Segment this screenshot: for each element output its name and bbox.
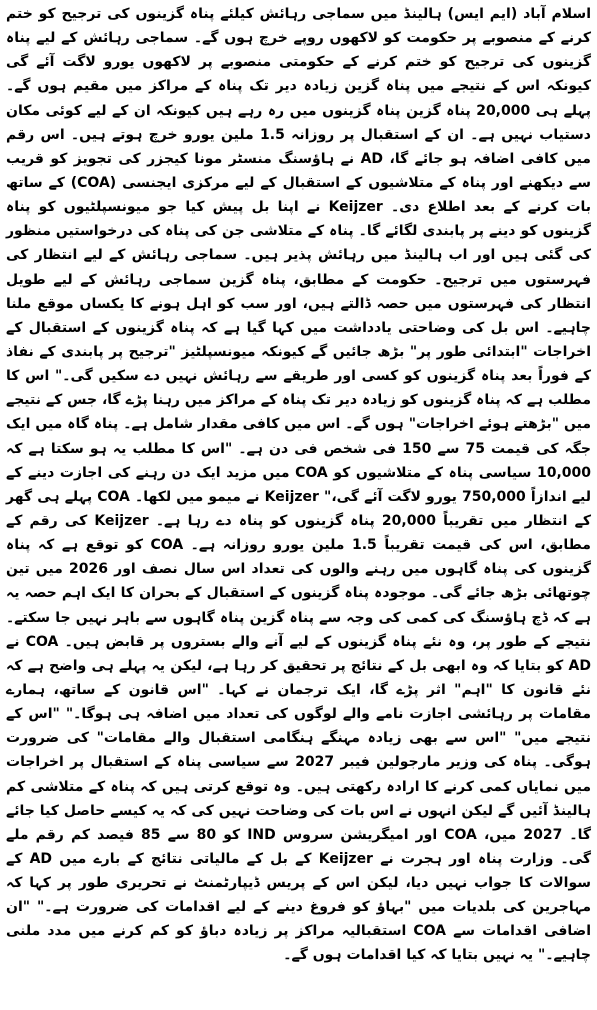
article-body: اسلام آباد (ایم ایس) ہالینڈ میں سماجی رہائش کیلئے پناہ گزینوں کی ترجیح کو ختم کرنے کے منصوبے پر حکومت کو لاکھوں روپے خرچ ہوں گے۔ سماجی رہائش کے لیے پناہ گزینوں کی ترجیح کو ختم کرنے کے حکومتی منصوبے پر لاکھوں یورو لاگت آئے گی کیونکہ اس کے نتیجے میں پناہ گزین زیادہ دیر تک پناہ کے مراکز میں مقیم ہوں گے۔ پہلے ہی 20,000 پناہ گزین پناہ گزینوں میں رہ رہے ہیں کیونکہ ان کے لیے کوئی مکان دستیاب نہیں ہے۔ ان کے استقبال پر روزانہ 1.5 ملین یورو خرچ ہوتے ہیں۔ اس رقم میں کافی اضافہ ہو جائے گا، AD نے ہاؤسنگ منسٹر مونا کیجزر کی تجویز کو قریب سے دیکھنے اور پناہ کے متلاشیوں کے استقبال کے لیے مرکزی ایجنسی (COA) کے ساتھ بات کرنے کے بعد اطلاع دی۔ Keijzer نے اپنا بل پیش کیا جو میونسپلٹیوں کو پناہ گزینوں کو دینے پر پابندی لگائے گا۔ پناہ کے متلاشی جن کی پناہ کی درخواستیں منظور کی گئی ہیں اور اب ہالینڈ میں رہائش پذیر ہیں۔ سماجی رہائش کے لیے انتظار کی فہرستوں میں ترجیح۔ حکومت کے مطابق، پناہ گزین سماجی رہائش کے لیے طویل انتظار کی فہرستوں میں حصہ ڈالتے ہیں، اور سب کو اہل ہونے کا یکساں موقع ملنا چاہیے۔ اس بل کی وضاحتی یادداشت میں کہا گیا ہے کہ پناہ گزینوں کے استقبال کے اخراجات "ابتدائی طور پر" بڑھ جائیں گے کیونکہ میونسپلٹیز "ترجیح پر پابندی کے نفاذ کے فوراً بعد پناہ گزینوں کو کسی اور طریقے سے رہائش نہیں دے سکیں گی۔" اس کا مطلب ہے کہ پناہ گزینوں کو زیادہ دیر تک پناہ کے مراکز میں رہنا پڑے گا، جس کے نتیجے میں "بڑھتے ہوئے اخراجات" ہوں گے۔ اس میں کافی مقدار شامل ہے۔ پناہ گاہ میں ایک جگہ کی قیمت 75 سے 150 فی شخص فی دن ہے۔ "اس کا مطلب یہ ہو سکتا ہے کہ 10,000 سیاسی پناہ کے متلاشیوں کو COA میں مزید ایک دن رہنے کی اجازت دینے کے لیے اندازاً 750,000 یورو لاگت آئے گی،" Keijzer نے میمو میں لکھا۔ COA پہلے ہی گھر کے انتظار میں تقریباً 20,000 پناہ گزینوں کو پناہ دے رہا ہے۔ Keijzer کی رقم کے مطابق، اس کی قیمت تقریباً 1.5 ملین یورو روزانہ ہے۔ COA کو توقع ہے کہ پناہ گزینوں کی پناہ گاہوں میں رہنے والوں کی تعداد اس سال نصف اور 2026 میں تین چوتھائی بڑھ جائے گی۔ موجودہ پناہ گزینوں کے استقبال کے بحران کا ایک اہم حصہ یہ ہے کہ ڈچ ہاؤسنگ کی کمی کی وجہ سے پناہ گزین پناہ گاہوں سے باہر نہیں جا سکتے۔ نتیجے کے طور پر، وہ نئے پناہ گزینوں کے لیے آنے والے بستروں پر قابض ہیں۔ COA نے AD کو بتایا کہ وہ ابھی بل کے نتائج پر تحقیق کر رہا ہے، لیکن یہ پہلے ہی واضح ہے کہ نئے قانون کا "اہم" اثر پڑے گا، ایک ترجمان نے کہا۔ "اس قانون کے ساتھ، ہمارے مقامات پر رہائشی اجازت نامے والے لوگوں کی تعداد میں اضافہ ہی ہوگا۔" "اس کے نتیجے میں" "اس سے بھی زیادہ مہنگے ہنگامی استقبال والے مقامات" کی ضرورت ہوگی۔ پناہ کی وزیر مارجولین فیبر 2027 سے سیاسی پناہ کے استقبال پر اخراجات میں نمایاں کمی کرنے کا ارادہ رکھتی ہیں۔ وہ توقع کرتی ہیں کہ پناہ کے متلاشی کم ہالینڈ آئیں گے لیکن انہوں نے اس بات کی وضاحت نہیں کی کہ یہ کیسے حاصل کیا جائے گا۔ 2027 میں، COA اور امیگریشن سروس IND کو 80 سے 85 فیصد کم رقم ملے گی۔ وزارت پناہ اور ہجرت نے Keijzer کے بل کے مالیاتی نتائج کے بارے میں AD کے سوالات کا جواب نہیں دیا، لیکن اس کے پریس ڈیپارٹمنٹ نے تحریری طور پر کہا کہ مہاجرین کی بلدیات میں "بہاؤ کو فروغ دینے کے لیے اقدامات کی ضرورت ہے۔" "ان اضافی اقدامات سے COA استقبالیہ مراکز پر زیادہ دباؤ کو کم کرنے میں مدد ملنی چاہیے۔" یہ نہیں بتایا کہ کیا اقدامات ہوں گے۔ bbox=[6, 6, 592, 964]
